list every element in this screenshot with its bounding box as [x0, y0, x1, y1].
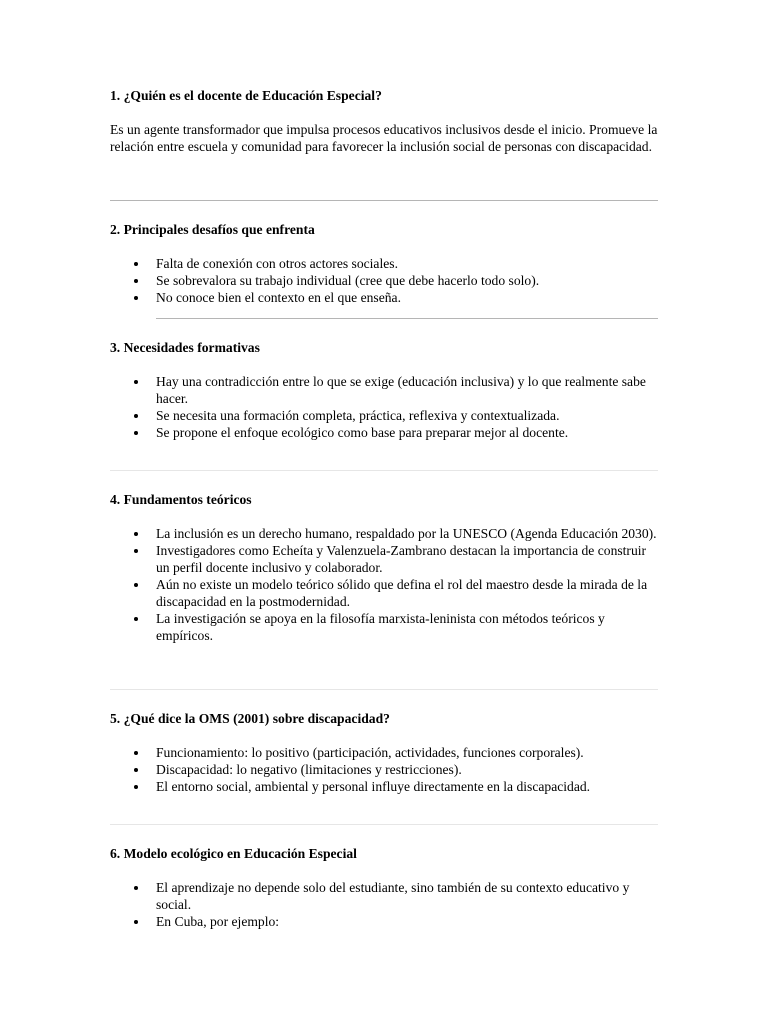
section-4 [110, 491, 658, 644]
list-item: Funcionamiento: lo positivo (participación, actividades, funciones corporales). [110, 744, 658, 761]
divider-1 [110, 200, 658, 201]
list-item: Discapacidad: lo negativo (limitaciones y restricciones). [110, 761, 658, 778]
section-2-list [110, 255, 658, 306]
section-4-list [110, 525, 658, 644]
section-5-list [110, 744, 658, 795]
section-3 [110, 339, 658, 441]
section-1-paragraph: Es un agente transformador que impulsa procesos educativos inclusivos desde el inicio. Promueve la relación entre escuela y comunidad para favorecer la inclusión social de personas con discapacidad. [110, 122, 658, 154]
section-6-list [110, 879, 658, 930]
section-6 [110, 845, 658, 930]
list-item: En Cuba, por ejemplo: [110, 913, 658, 930]
section-2 [110, 221, 658, 306]
section-6-heading: 6. Modelo ecológico en Educación Especial [110, 846, 357, 861]
divider-3 [110, 470, 658, 471]
list-item: Se propone el enfoque ecológico como base para preparar mejor al docente. [110, 424, 658, 441]
list-item: Se sobrevalora su trabajo individual (cree que debe hacerlo todo solo). [110, 272, 658, 289]
list-item: El aprendizaje no depende solo del estudiante, sino también de su contexto educativo y social. [110, 879, 658, 913]
list-item: Se necesita una formación completa, práctica, reflexiva y contextualizada. [110, 407, 658, 424]
list-item: El entorno social, ambiental y personal influye directamente en la discapacidad. [110, 778, 658, 795]
list-item: Aún no existe un modelo teórico sólido que defina el rol del maestro desde la mirada de la discapacidad en la postmodernidad. [110, 576, 658, 610]
section-2-heading: 2. Principales desafíos que enfrenta [110, 222, 315, 237]
list-item: La investigación se apoya en la filosofía marxista-leninista con métodos teóricos y empíricos. [110, 610, 658, 644]
section-1-heading: 1. ¿Quién es el docente de Educación Especial? [110, 88, 382, 103]
list-item: Hay una contradicción entre lo que se exige (educación inclusiva) y lo que realmente sabe hacer. [110, 373, 658, 407]
list-item: Falta de conexión con otros actores sociales. [110, 255, 658, 272]
section-3-heading: 3. Necesidades formativas [110, 340, 260, 355]
list-item: No conoce bien el contexto en el que enseña. [110, 289, 658, 306]
divider-2 [156, 318, 658, 319]
section-5 [110, 710, 658, 795]
divider-4 [110, 689, 658, 690]
section-4-heading: 4. Fundamentos teóricos [110, 492, 252, 507]
section-1 [110, 87, 658, 155]
list-item: Investigadores como Echeíta y Valenzuela-Zambrano destacan la importancia de construir un perfil docente inclusivo y colaborador. [110, 542, 658, 576]
divider-5 [110, 824, 658, 825]
list-item: La inclusión es un derecho humano, respaldado por la UNESCO (Agenda Educación 2030). [110, 525, 658, 542]
section-5-heading: 5. ¿Qué dice la OMS (2001) sobre discapacidad? [110, 711, 390, 726]
section-3-list [110, 373, 658, 441]
